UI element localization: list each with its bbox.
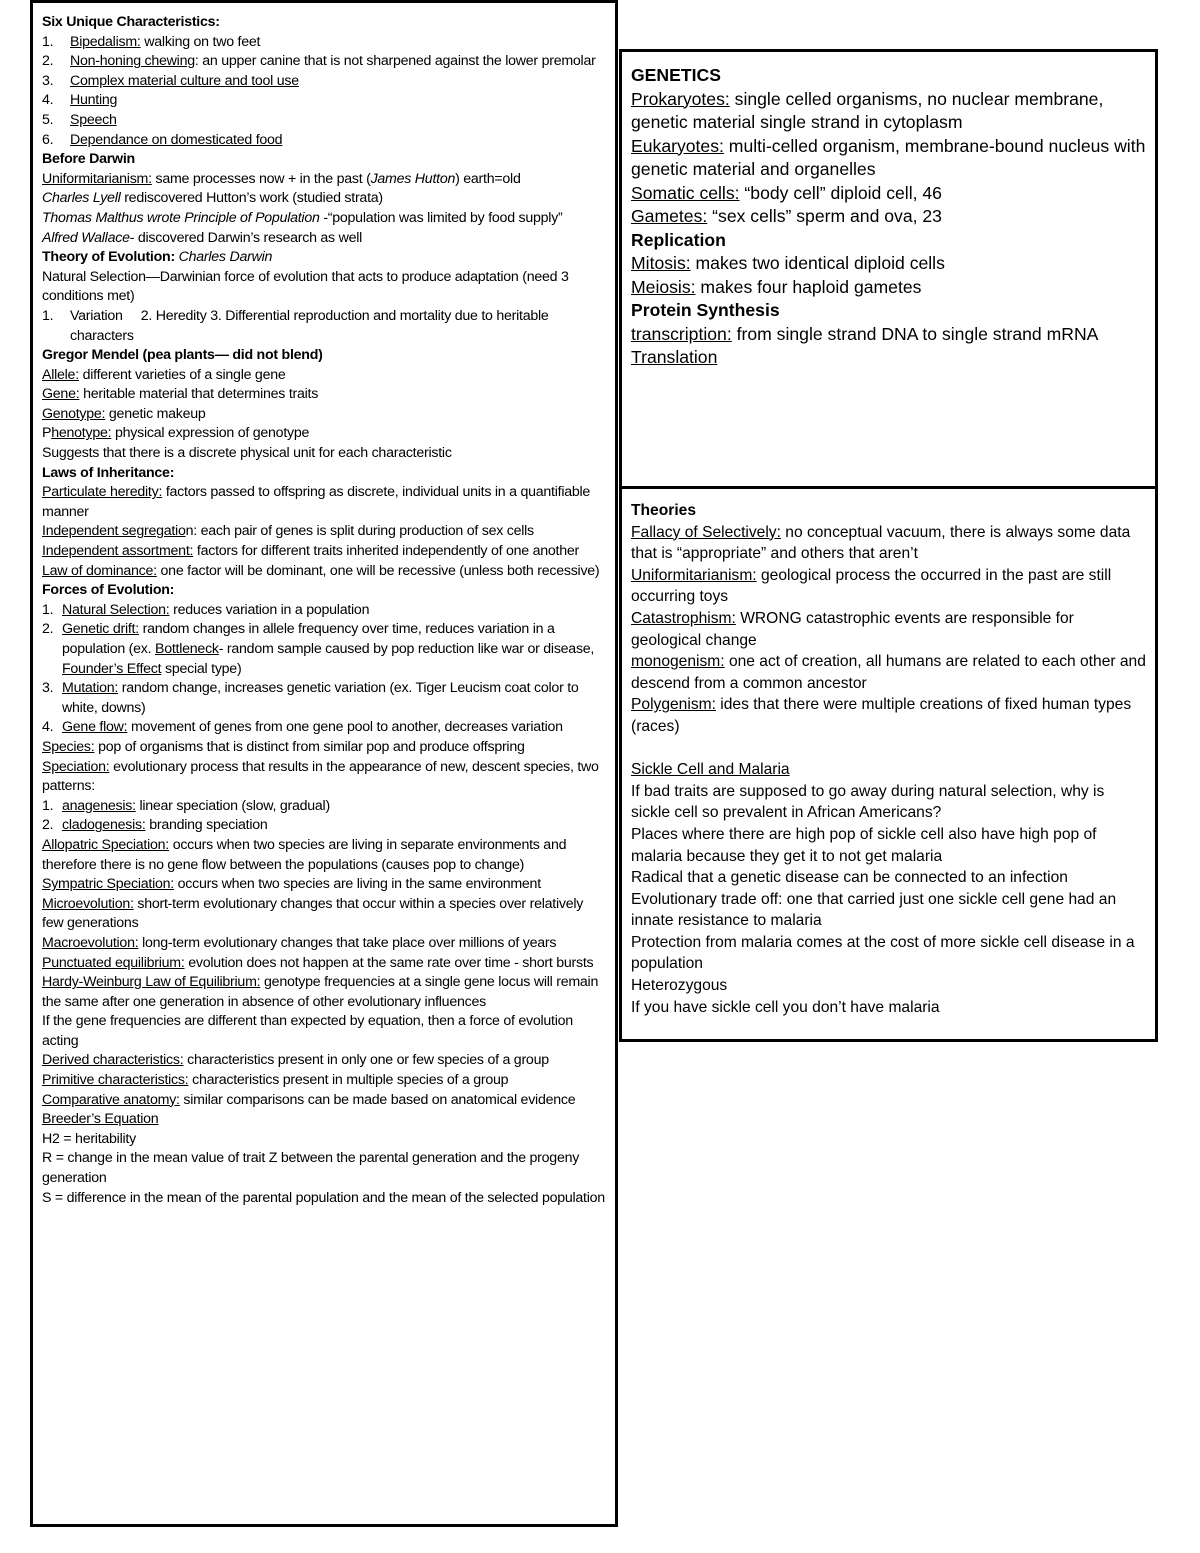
- note-line: Gametes: “sex cells” sperm and ova, 23: [631, 206, 942, 226]
- note-line: Punctuated equilibrium: evolution does not happen at the same rate over time - short bursts: [42, 954, 594, 971]
- sickle-cell-heading: Sickle Cell and Malaria: [631, 761, 790, 779]
- theory-heading: Theory of Evolution: Charles Darwin: [42, 249, 273, 266]
- protein-synthesis-heading: Protein Synthesis: [631, 300, 780, 320]
- spacer: [631, 738, 1147, 760]
- note-line: Translation: [631, 347, 718, 367]
- note-line: Eukaryotes: multi-celled organism, membrane-bound nucleus with genetic material and organelles: [631, 135, 1146, 179]
- note-line: R = change in the mean value of trait Z between the parental generation and the progeny generation: [42, 1150, 580, 1187]
- note-line: Charles Lyell rediscovered Hutton’s work (studied strata): [42, 190, 383, 207]
- note-line: Derived characteristics: characteristics present in only one or few species of a group: [42, 1052, 549, 1069]
- note-line: Independent assortment: factors for different traits inherited independently of one another: [42, 543, 579, 560]
- note-line: Uniformitarianism: geological process the occurred in the past are still occurring toys: [631, 566, 1112, 606]
- note-line: Polygenism: ides that there were multiple creations of fixed human types (races): [631, 696, 1132, 735]
- list-item: 3. Complex material culture and tool use: [42, 72, 299, 89]
- note-line: transcription: from single strand DNA to single strand mRNA: [631, 323, 1099, 344]
- note-line: Mitosis: makes two identical diploid cells: [631, 253, 945, 273]
- list-item: 3. Mutation: random change, increases genetic variation (ex. Tiger Leucism coat color to white, downs): [42, 680, 579, 716]
- note-line: Uniformitarianism: same processes now + in the past (James Hutton) earth=old: [42, 170, 521, 187]
- note-line: Macroevolution: long-term evolutionary changes that take place over millions of years: [42, 934, 557, 951]
- list-item: 4. Gene flow: movement of genes from one gene pool to another, decreases variation: [42, 719, 563, 736]
- list-item: 1. Variation 2. Heredity 3. Differential reproduction and mortality due to heritable characters: [42, 307, 549, 344]
- note-line: Gene: heritable material that determines traits: [42, 386, 319, 403]
- genetics-heading: GENETICS: [631, 65, 721, 85]
- list-item: 2. Non-honing chewing: an upper canine that is not sharpened against the lower premolar: [42, 53, 596, 70]
- note-line: Allopatric Speciation: occurs when two species are living in separate environments and therefore there is no gene flow between the populations (causes pop to change): [42, 836, 567, 873]
- list-item: 1. Natural Selection: reduces variation in a population: [42, 601, 370, 618]
- laws-heading: Laws of Inheritance:: [42, 464, 175, 481]
- genetics-panel: [619, 49, 1158, 489]
- list-item: 5. Speech: [42, 111, 117, 128]
- note-line: If the gene frequencies are different than expected by equation, then a force of evolution acting: [42, 1013, 573, 1049]
- note-line: Prokaryotes: single celled organisms, no nuclear membrane, genetic material single strand in cytoplasm: [631, 88, 1104, 132]
- note-line: monogenism: one act of creation, all humans are related to each other and descend from a common ancestor: [631, 653, 1146, 692]
- left-notes-panel: [30, 0, 618, 1527]
- mendel-heading: Gregor Mendel (pea plants— did not blend): [42, 347, 323, 364]
- note-line: Allele: different varieties of a single gene: [42, 366, 286, 383]
- note-line: Thomas Malthus wrote Principle of Population -“population was limited by food supply”: [42, 209, 563, 226]
- list-item: 2. Genetic drift: random changes in allele frequency over time, reduces variation in a population (ex. Bottleneck- random sample caused by pop reduction like war or disease, Founder’s Effect special type): [42, 621, 595, 677]
- note-line: Sympatric Speciation: occurs when two species are living in the same environment: [42, 876, 541, 893]
- note-line: H2 = heritability: [42, 1130, 136, 1147]
- note-line: Places where there are high pop of sickle cell also have high pop of malaria because they get it to not get malaria: [631, 825, 1097, 865]
- before-darwin-heading: Before Darwin: [42, 151, 135, 168]
- note-line: Protection from malaria comes at the cost of more sickle cell disease in a population: [631, 933, 1135, 973]
- six-characteristics-heading: Six Unique Characteristics:: [42, 14, 220, 30]
- note-line: Law of dominance: one factor will be dominant, one will be recessive (unless both recessive): [42, 562, 600, 579]
- note-line: Fallacy of Selectively: no conceptual vacuum, there is always some data that is “appropriate” and others that aren’t: [631, 523, 1131, 563]
- note-line: Hardy-Weinburg Law of Equilibrium: genotype frequencies at a single gene locus will remain the same after one generation in absence of other evolutionary influences: [42, 974, 599, 1010]
- list-item: 4. Hunting: [42, 92, 118, 109]
- note-line: Natural Selection—Darwinian force of evolution that acts to produce adaptation (need 3 conditions met): [42, 268, 569, 305]
- note-line: Breeder’s Equation: [42, 1111, 159, 1128]
- list-item: 2. cladogenesis: branding speciation: [42, 817, 268, 834]
- note-line: Speciation: evolutionary process that results in the appearance of new, descent species, two patterns:: [42, 758, 599, 795]
- note-line: Catastrophism: WRONG catastrophic events are responsible for geological change: [631, 609, 1074, 649]
- list-item: 1. Bipedalism: walking on two feet: [42, 33, 261, 50]
- note-line: Meiosis: makes four haploid gametes: [631, 276, 922, 297]
- theories-panel: [619, 486, 1158, 1042]
- note-line: Species: pop of organisms that is distinct from similar pop and produce offspring: [42, 738, 525, 755]
- list-item: 6. Dependance on domesticated food: [42, 131, 283, 148]
- list-item: 1. anagenesis: linear speciation (slow, gradual): [42, 797, 330, 814]
- note-line: Comparative anatomy: similar comparisons can be made based on anatomical evidence: [42, 1091, 576, 1108]
- note-line: Heterozygous: [631, 977, 728, 995]
- note-line: Suggests that there is a discrete physical unit for each characteristic: [42, 445, 452, 462]
- note-line: Alfred Wallace- discovered Darwin’s research as well: [42, 229, 363, 246]
- note-line: Particulate heredity: factors passed to offspring as discrete, individual units in a quantifiable manner: [42, 484, 591, 520]
- note-line: Genotype: genetic makeup: [42, 405, 206, 422]
- note-line: Radical that a genetic disease can be connected to an infection: [631, 869, 1068, 887]
- theories-heading: Theories: [631, 502, 696, 519]
- note-line: Independent segregation: each pair of genes is split during production of sex cells: [42, 523, 534, 540]
- note-line: Primitive characteristics: characteristics present in multiple species of a group: [42, 1072, 509, 1089]
- note-line: Evolutionary trade off: one that carried just one sickle cell gene had an innate resistance to malaria: [631, 890, 1117, 930]
- note-line: If you have sickle cell you don’t have malaria: [631, 998, 940, 1016]
- note-line: If bad traits are supposed to go away during natural selection, why is sickle cell so prevalent in African Americans?: [631, 782, 1105, 822]
- note-line: S = difference in the mean of the parental population and the mean of the selected population: [42, 1189, 605, 1206]
- forces-heading: Forces of Evolution:: [42, 582, 175, 599]
- note-line: Phenotype: physical expression of genotype: [42, 425, 310, 442]
- note-line: Somatic cells: “body cell” diploid cell, 46: [631, 182, 942, 203]
- replication-heading: Replication: [631, 229, 726, 250]
- note-line: Microevolution: short-term evolutionary changes that occur within a species over relatively few generations: [42, 895, 584, 932]
